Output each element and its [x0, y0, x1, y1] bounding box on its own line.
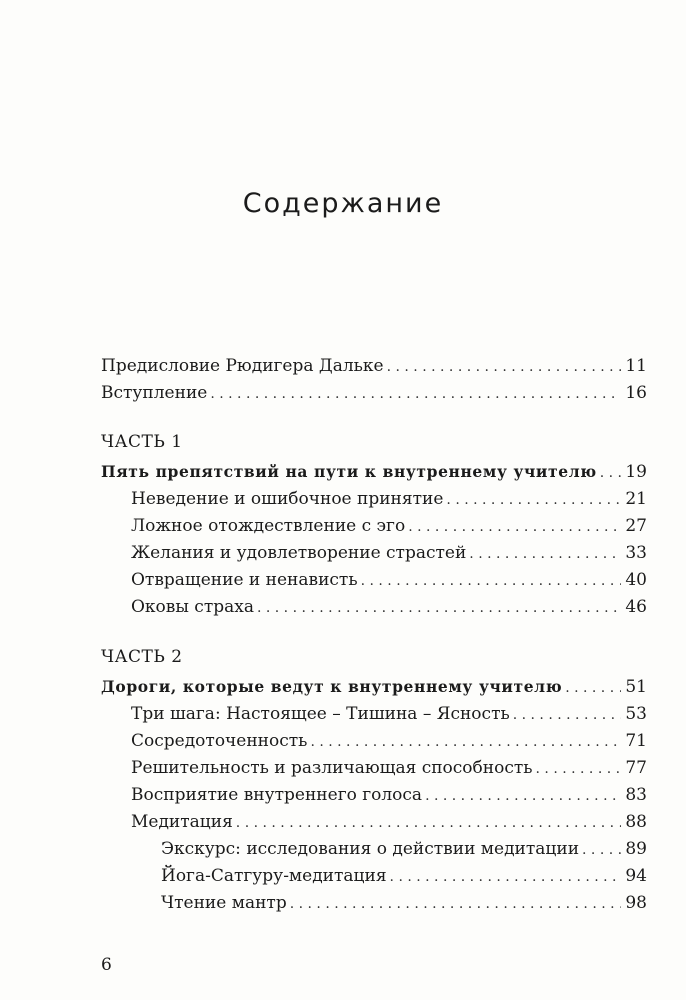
page-number: 6 [101, 955, 112, 975]
dot-leader [600, 461, 622, 485]
toc-entry-page: 77 [625, 758, 647, 778]
toc-entry-page: 16 [625, 383, 647, 403]
dot-leader [210, 382, 621, 406]
toc-entry-page: 27 [625, 516, 647, 536]
toc-entry-page: 21 [625, 489, 647, 509]
toc-entry-label: Медитация [131, 812, 233, 832]
dot-leader [390, 865, 622, 889]
part-2-heading [101, 675, 647, 700]
toc-entry [131, 487, 647, 512]
toc-entry [101, 381, 647, 406]
toc-subentry [161, 864, 647, 889]
toc-entry-label: Предисловие Рюдигера Дальке [101, 356, 384, 376]
toc-entry-label: Пять препятствий на пути к внутреннему учителю [101, 462, 597, 481]
toc-entry [101, 354, 647, 379]
toc-entry-label: Оковы страха [131, 597, 254, 617]
dot-leader [446, 488, 621, 512]
page-title: Содержание [242, 188, 444, 219]
dot-leader [565, 676, 621, 700]
toc-entry [131, 568, 647, 593]
toc-entry-page: 98 [625, 893, 647, 913]
dot-leader [582, 838, 621, 862]
toc-entry-page: 89 [625, 839, 647, 859]
toc-entry-page: 19 [625, 462, 647, 482]
toc-entry-page: 71 [625, 731, 647, 751]
dot-leader [310, 730, 621, 754]
toc-entry-page: 53 [625, 704, 647, 724]
toc-entry-label: Неведение и ошибочное принятие [131, 489, 444, 509]
dot-leader [469, 542, 621, 566]
toc-entry [131, 783, 647, 808]
toc-entry-page: 40 [625, 570, 647, 590]
toc-entry-label: Три шага: Настоящее – Тишина – Ясность [131, 704, 510, 724]
toc-entry-label: Сосредоточенность [131, 731, 308, 751]
toc-entry [131, 756, 647, 781]
dot-leader [236, 811, 622, 835]
toc-entry-label: Ложное отождествление с эго [131, 516, 406, 536]
toc-entry-label: Решительность и различающая способность [131, 758, 533, 778]
toc-entry-page: 46 [625, 597, 647, 617]
toc-entry-page: 88 [625, 812, 647, 832]
dot-leader [408, 515, 621, 539]
toc-entry [131, 595, 647, 620]
toc-entry-label: Йога-Сатгуру-медитация [161, 866, 387, 886]
dot-leader [257, 596, 621, 620]
toc-entry-label: Чтение мантр [161, 893, 287, 913]
dot-leader [513, 703, 622, 727]
toc-entry-label: Отвращение и ненависть [131, 570, 358, 590]
dot-leader [425, 784, 621, 808]
toc-entry-label: Дороги, которые ведут к внутреннему учителю [101, 677, 563, 696]
toc-entry-label: Вступление [101, 383, 208, 403]
toc-entry-page: 11 [625, 356, 647, 376]
toc-entry-page: 83 [625, 785, 647, 805]
toc-entry [131, 702, 647, 727]
toc-entry [131, 810, 647, 835]
dot-leader [387, 355, 622, 379]
toc-subentry [161, 837, 647, 862]
toc-entry [131, 541, 647, 566]
toc-entry-label: Желания и удовлетворение страстей [131, 543, 467, 563]
toc-entry [131, 729, 647, 754]
toc-entry-label: Восприятие внутреннего голоса [131, 785, 423, 805]
toc-entry-page: 51 [625, 677, 647, 697]
dot-leader [536, 757, 622, 781]
toc-entry [131, 514, 647, 539]
toc-entry-page: 94 [625, 866, 647, 886]
toc-entry-page: 33 [625, 543, 647, 563]
dot-leader [361, 569, 622, 593]
part-1-heading [101, 460, 647, 485]
part-2-label: ЧАСТЬ 2 [101, 647, 183, 667]
toc-entry-label: Экскурс: исследования о действии медитации [161, 839, 580, 859]
part-1-label: ЧАСТЬ 1 [101, 432, 183, 452]
toc-subentry [161, 891, 647, 916]
dot-leader [290, 892, 622, 916]
